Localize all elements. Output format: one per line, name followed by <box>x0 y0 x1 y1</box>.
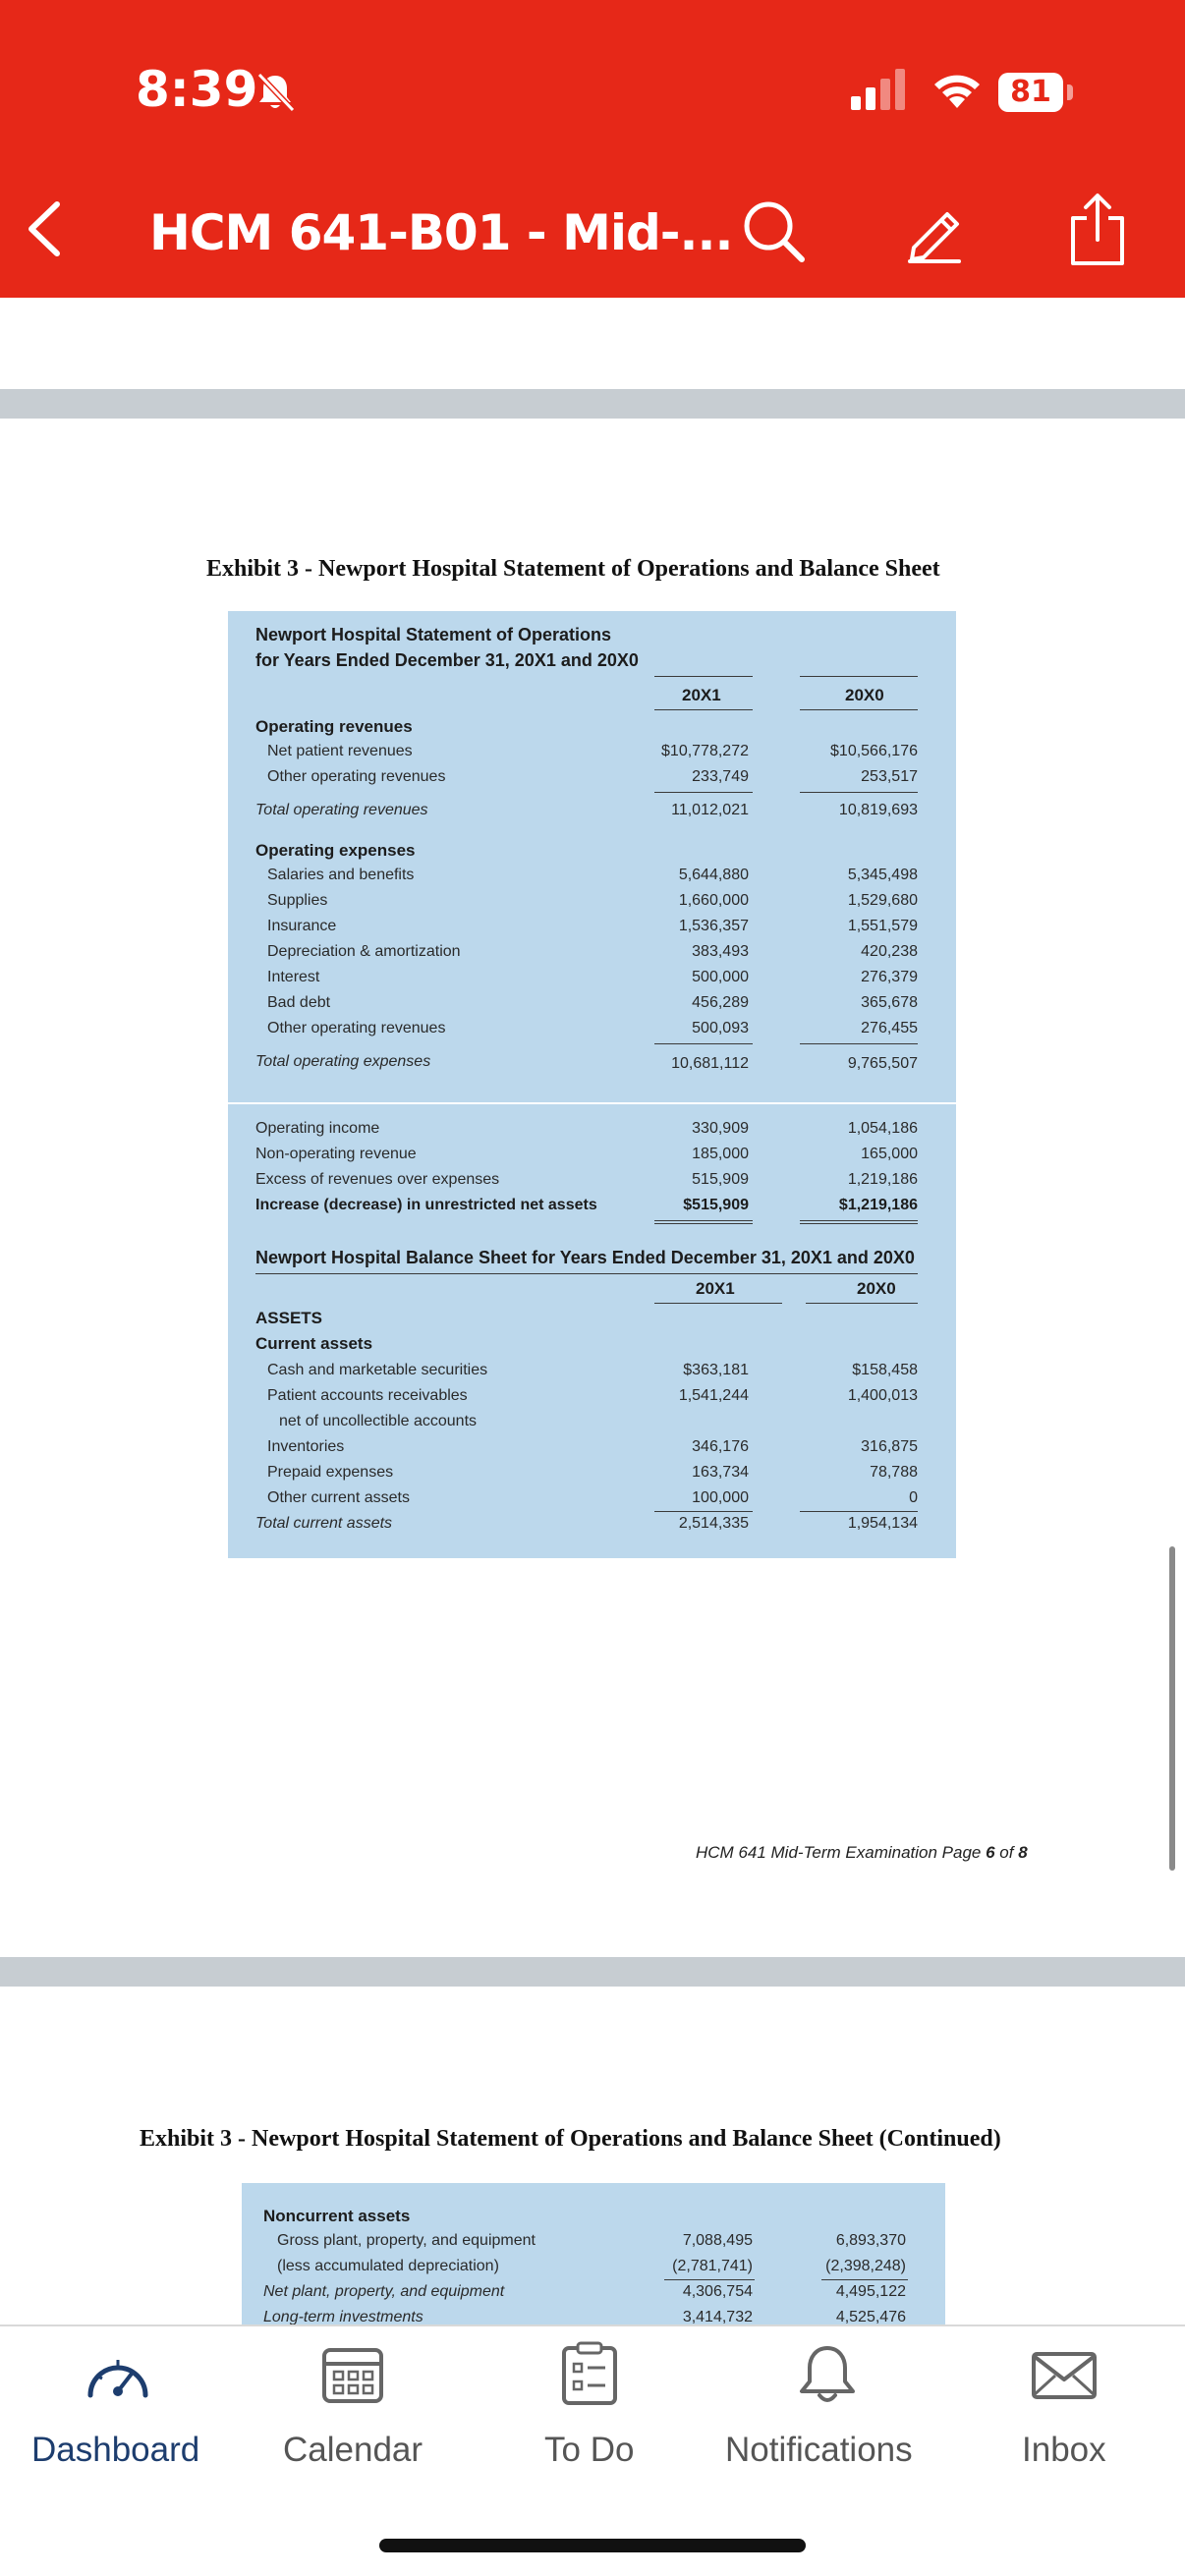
total-value: 2,514,335 <box>678 1515 749 1532</box>
row-label: Supplies <box>267 892 328 909</box>
row-value: 1,054,186 <box>847 1120 918 1137</box>
dashboard-icon <box>83 2346 153 2405</box>
row-label: Bad debt <box>267 994 331 1011</box>
todo-icon <box>558 2340 621 2407</box>
row-label: Gross plant, property, and equipment <box>277 2232 536 2249</box>
row-value: 5,644,880 <box>678 867 749 883</box>
row-label: Excess of revenues over expenses <box>255 1171 500 1188</box>
row-value: 1,541,244 <box>678 1387 749 1404</box>
row-value: (2,398,248) <box>825 2258 906 2274</box>
page-footer <box>696 1843 1028 1863</box>
col-rule <box>800 676 918 677</box>
total-value: 1,954,134 <box>847 1515 918 1532</box>
noncurrent-panel <box>242 2183 945 2324</box>
row-value: $1,219,186 <box>838 1197 918 1213</box>
row-value: 163,734 <box>692 1464 749 1481</box>
total-value: 11,012,021 <box>671 802 749 818</box>
row-value: 365,678 <box>861 994 918 1011</box>
row-value: 420,238 <box>861 943 918 960</box>
search-icon[interactable] <box>739 196 808 265</box>
double-rule <box>654 1220 753 1221</box>
row-label: Net plant, property, and equipment <box>263 2283 505 2300</box>
subtotal-rule <box>800 1511 918 1512</box>
row-value: 4,525,476 <box>835 2309 906 2324</box>
section-heading: Noncurrent assets <box>263 2207 411 2225</box>
row-label: Non-operating revenue <box>255 1146 417 1162</box>
footer-page: 6 <box>986 1843 995 1862</box>
wifi-icon <box>930 67 985 110</box>
row-value: 1,529,680 <box>847 892 918 909</box>
row-note: net of uncollectible accounts <box>279 1413 478 1429</box>
row-value: $158,458 <box>852 1362 918 1378</box>
row-value: 500,093 <box>692 1020 749 1036</box>
row-label: Other current assets <box>267 1489 410 1506</box>
footer-prefix: HCM 641 Mid-Term Examination Page <box>696 1843 987 1862</box>
section-divider <box>228 1102 956 1104</box>
exhibit-title-continued: Exhibit 3 - Newport Hospital Statement of Operations and Balance Sheet (Continued) <box>140 2126 1001 2152</box>
row-value: 1,551,579 <box>847 918 918 934</box>
home-indicator[interactable] <box>379 2539 806 2552</box>
ops-heading: Newport Hospital Statement of Operations <box>255 625 612 644</box>
row-label: Prepaid expenses <box>267 1464 394 1481</box>
total-value: 9,765,507 <box>847 1055 918 1072</box>
col-rule <box>654 1303 782 1304</box>
row-value: 0 <box>909 1489 918 1506</box>
tab-label: Dashboard <box>31 2431 200 2469</box>
col-header-20x1: 20X1 <box>696 1279 735 1298</box>
col-header-20x0: 20X0 <box>845 686 884 704</box>
row-value: 276,455 <box>861 1020 918 1036</box>
row-value: 165,000 <box>861 1146 918 1162</box>
subtotal-rule <box>654 792 753 793</box>
battery-tip <box>1067 84 1073 100</box>
subtotal-rule <box>664 2279 755 2280</box>
total-label: Total operating revenues <box>255 802 428 818</box>
total-value: 10,819,693 <box>838 802 918 818</box>
row-value: 4,306,754 <box>682 2283 753 2300</box>
row-value: 316,875 <box>861 1438 918 1455</box>
battery-level: 81 <box>998 73 1063 112</box>
row-value: 3,414,732 <box>682 2309 753 2324</box>
double-rule <box>800 1220 918 1221</box>
bell-icon <box>794 2342 861 2407</box>
scrollbar[interactable] <box>1169 1546 1175 1871</box>
double-rule <box>800 1223 918 1224</box>
row-value: 233,749 <box>692 768 749 785</box>
bs-heading-rule <box>255 1273 918 1274</box>
total-label: Total operating expenses <box>255 1053 431 1070</box>
subtotal-rule <box>800 1043 918 1044</box>
row-value: 4,495,122 <box>835 2283 906 2300</box>
ops-subheading: for Years Ended December 31, 20X1 and 20X0 <box>255 650 639 670</box>
row-value: 1,219,186 <box>847 1171 918 1188</box>
row-label: (less accumulated depreciation) <box>277 2258 499 2274</box>
page-separator <box>0 389 1185 419</box>
col-rule <box>800 709 918 710</box>
col-rule <box>806 1303 918 1304</box>
row-value: 1,536,357 <box>678 918 749 934</box>
bs-heading: Newport Hospital Balance Sheet for Years Ended December 31, 20X1 and 20X0 <box>255 1248 915 1267</box>
subtotal-rule <box>800 792 918 793</box>
row-value: 383,493 <box>692 943 749 960</box>
tab-label: Inbox <box>1022 2431 1106 2469</box>
app-header <box>0 0 1185 298</box>
row-label: Salaries and benefits <box>267 867 415 883</box>
row-value: 1,660,000 <box>678 892 749 909</box>
row-value: $363,181 <box>683 1362 749 1378</box>
tab-label: Calendar <box>283 2431 423 2469</box>
row-value: 346,176 <box>692 1438 749 1455</box>
row-value: (2,781,741) <box>672 2258 753 2274</box>
status-time: 8:39 <box>136 61 258 118</box>
subtotal-rule <box>654 1511 753 1512</box>
bell-slash-icon <box>254 71 297 114</box>
row-value: 330,909 <box>692 1120 749 1137</box>
calendar-icon <box>320 2344 385 2405</box>
section-heading: Operating revenues <box>255 717 413 736</box>
row-value: 6,893,370 <box>835 2232 906 2249</box>
document-title: HCM 641-B01 - Mid-... <box>149 204 733 261</box>
cellular-signal-icon <box>851 69 908 110</box>
col-rule <box>654 709 753 710</box>
subtotal-rule <box>821 2279 908 2280</box>
mail-icon <box>1030 2348 1099 2403</box>
section-heading: ASSETS <box>255 1309 323 1327</box>
row-label: Other operating revenues <box>267 1020 446 1036</box>
col-header-20x0: 20X0 <box>857 1279 896 1298</box>
row-label: Depreciation & amortization <box>267 943 461 960</box>
footer-of: of <box>994 1843 1019 1862</box>
row-value: 456,289 <box>692 994 749 1011</box>
row-label: Increase (decrease) in unrestricted net assets <box>255 1197 597 1213</box>
col-rule <box>654 676 753 677</box>
subtotal-rule <box>654 1043 753 1044</box>
row-value: $515,909 <box>683 1197 749 1213</box>
back-chevron-icon[interactable] <box>20 196 69 261</box>
row-label: Operating income <box>255 1120 380 1137</box>
tab-label: Notifications <box>725 2431 913 2469</box>
total-value: 10,681,112 <box>671 1055 749 1072</box>
row-value: 253,517 <box>861 768 918 785</box>
row-label: Inventories <box>267 1438 345 1455</box>
section-heading: Operating expenses <box>255 841 416 860</box>
row-value: $10,778,272 <box>661 743 749 759</box>
row-value: 5,345,498 <box>847 867 918 883</box>
share-icon[interactable] <box>1063 191 1132 269</box>
row-value: 100,000 <box>692 1489 749 1506</box>
row-label: Other operating revenues <box>267 768 446 785</box>
row-label: Patient accounts receivables <box>267 1387 468 1404</box>
row-label: Cash and marketable securities <box>267 1362 488 1378</box>
total-label: Total current assets <box>255 1515 393 1532</box>
exhibit-title: Exhibit 3 - Newport Hospital Statement of Operations and Balance Sheet <box>206 556 940 582</box>
statement-panel <box>228 611 956 1558</box>
page-separator <box>0 1957 1185 1987</box>
section-heading: Current assets <box>255 1334 373 1353</box>
tab-label: To Do <box>544 2431 635 2469</box>
row-label: Long-term investments <box>263 2309 423 2324</box>
row-value: 515,909 <box>692 1171 749 1188</box>
row-value: 7,088,495 <box>682 2232 753 2249</box>
footer-total: 8 <box>1018 1843 1028 1862</box>
annotate-pencil-icon[interactable] <box>900 196 969 265</box>
row-value: 276,379 <box>861 969 918 985</box>
col-header-20x1: 20X1 <box>682 686 721 704</box>
row-label: Insurance <box>267 918 337 934</box>
row-value: 1,400,013 <box>847 1387 918 1404</box>
row-value: 78,788 <box>870 1464 918 1481</box>
row-label: Net patient revenues <box>267 743 413 759</box>
row-value: 500,000 <box>692 969 749 985</box>
double-rule <box>654 1223 753 1224</box>
row-value: 185,000 <box>692 1146 749 1162</box>
row-label: Interest <box>267 969 320 985</box>
row-value: $10,566,176 <box>830 743 918 759</box>
